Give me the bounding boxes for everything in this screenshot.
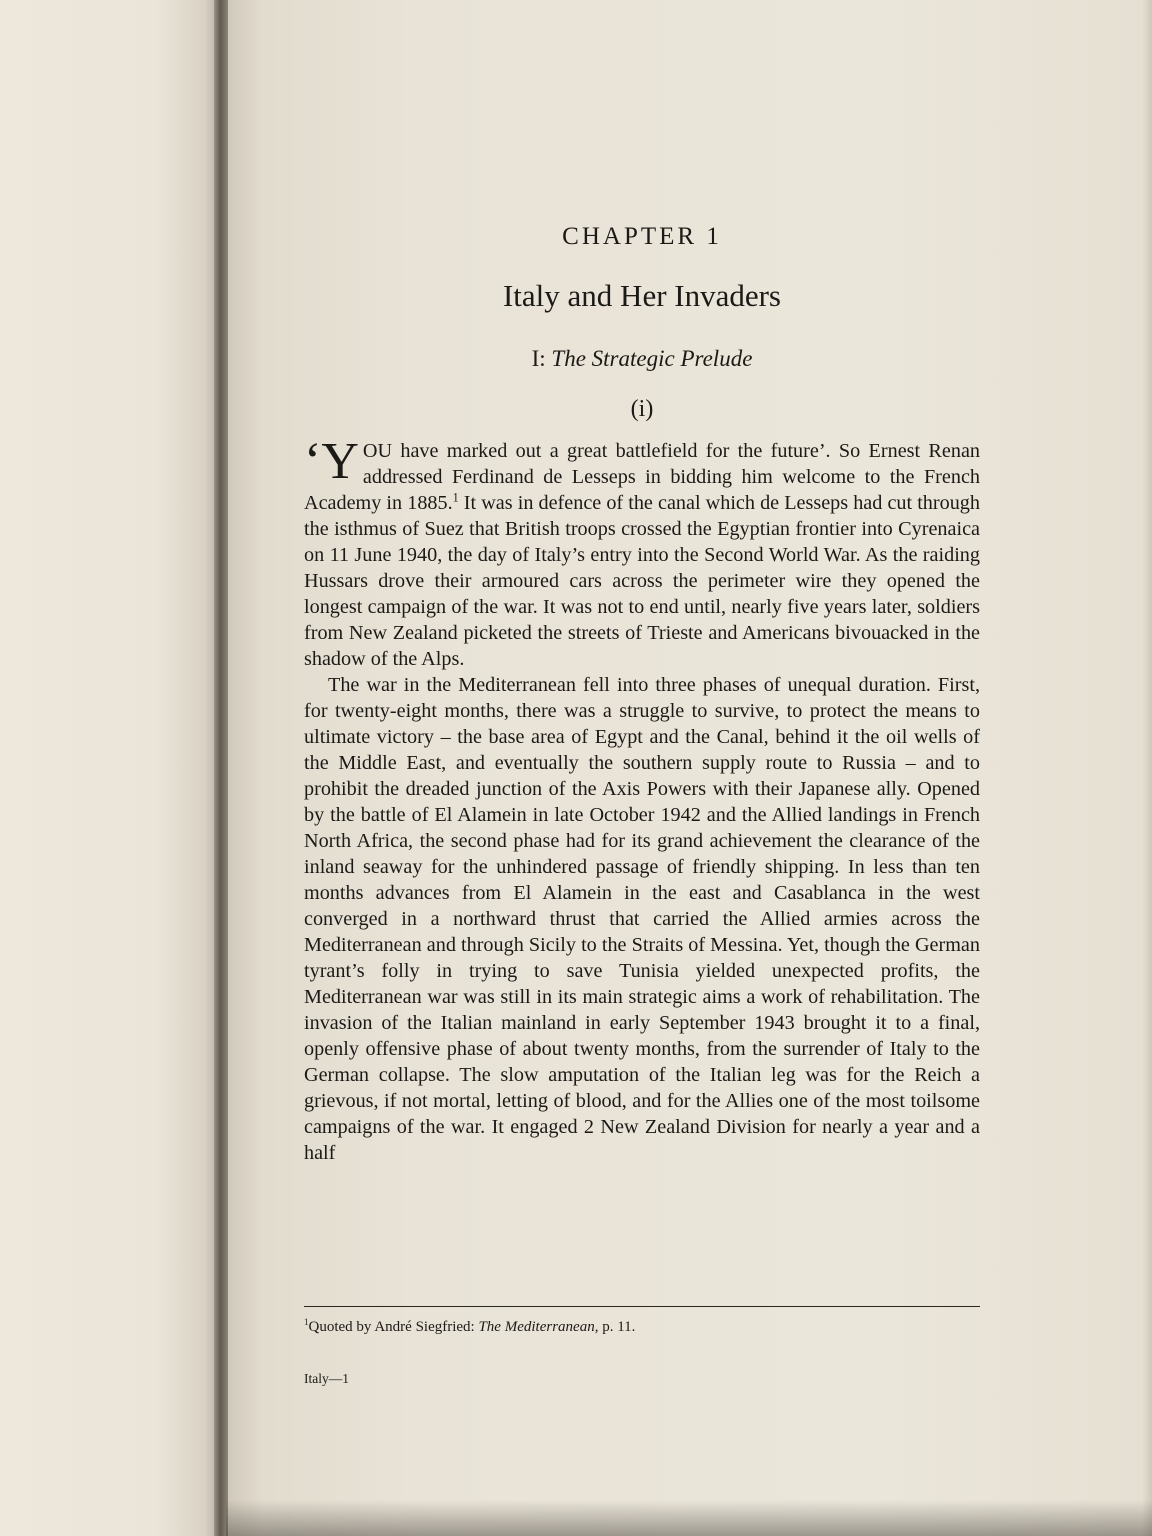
paragraph-2: The war in the Mediterranean fell into three phases of unequal duration. First, for twenty-eight months, there was a struggle to survive, to protect the means to ultimate victory – the base area of Egypt and the Canal, behind it the oil wells of the Middle East, and eventually the southern supply route to Russia – and to prohibit the dreaded junction of the Axis Powers with their Japanese ally. Opened by the battle of El Alamein in late October 1942 and the Allied landings in French North Africa, the second phase had for its grand achievement the clearance of the inland seaway for the unhindered passage of friendly shipping. In less than ten months advances from El Alamein in the east and Casablanca in the west converged in a northward thrust that carried the Allied armies across the Mediterranean and through Sicily to the Straits of Messina. Yet, though the German tyrant’s folly in trying to save Tunisia yielded unexpected profits, the Mediterranean war was still in its main strategic aims a work of rehabilitation. The invasion of the Italian mainland in early September 1943 brought it to a final, openly offensive phase of about twenty months, from the surrender of Italy to the German collapse. The slow amputation of the Italian leg was for the Reich a grievous, if not mortal, letting of blood, and for the Allies one of the most toilsome campaigns of the war. It engaged 2 New Zealand Division for nearly a year and a half [304, 674, 980, 1164]
paragraph-1 [304, 433, 980, 672]
paragraph-1-text-cont: It was in defence of the canal which de Lesseps had cut through the isthmus of Suez that British troops crossed the Egyptian frontier into Cyrenaica on 11 June 1940, the day of Italy’s entry into the Second World War. As the raiding Hussars drove their armoured cars across the perimeter wire they opened the longest campaign of the war. It was not to end until, nearly five years later, soldiers from New Zealand picketed the streets of Trieste and Americans bivouacked in the shadow of the Alps. [304, 492, 980, 670]
section-title [304, 343, 980, 375]
section-prefix: I: [531, 346, 546, 371]
chapter-title: Italy and Her Invaders [502, 278, 782, 313]
body-text [304, 433, 980, 1166]
footnote [304, 1316, 980, 1338]
footnote-page: , p. 11. [594, 1319, 636, 1335]
facing-page [0, 0, 222, 1536]
printer-signature: Italy—1 [304, 1371, 349, 1386]
section-name: The Strategic Prelude [551, 346, 753, 371]
book-gutter [214, 0, 228, 1536]
footnote-text: Quoted by André Siegfried: [308, 1319, 479, 1335]
subsection-number: (i) [630, 396, 654, 422]
paragraph-1-text: OU have marked out a great battlefield for the future’. So Ernest Renan addressed Ferdinand de Lesseps in bidding him welcome to the French Academy in 1885. [304, 440, 980, 514]
footnote-rule [304, 1306, 980, 1307]
drop-cap-letter: Y [321, 433, 359, 490]
footnote-number: 1 [304, 1317, 309, 1327]
chapter-label: CHAPTER 1 [562, 223, 722, 250]
footnote-reference: 1 [452, 490, 459, 505]
page-edge [1142, 0, 1152, 1536]
drop-cap [304, 433, 359, 490]
footnote-book-title: The Mediterranean [478, 1319, 595, 1335]
page-shadow [226, 1500, 1152, 1536]
opening-quote: ‘ [304, 433, 322, 490]
